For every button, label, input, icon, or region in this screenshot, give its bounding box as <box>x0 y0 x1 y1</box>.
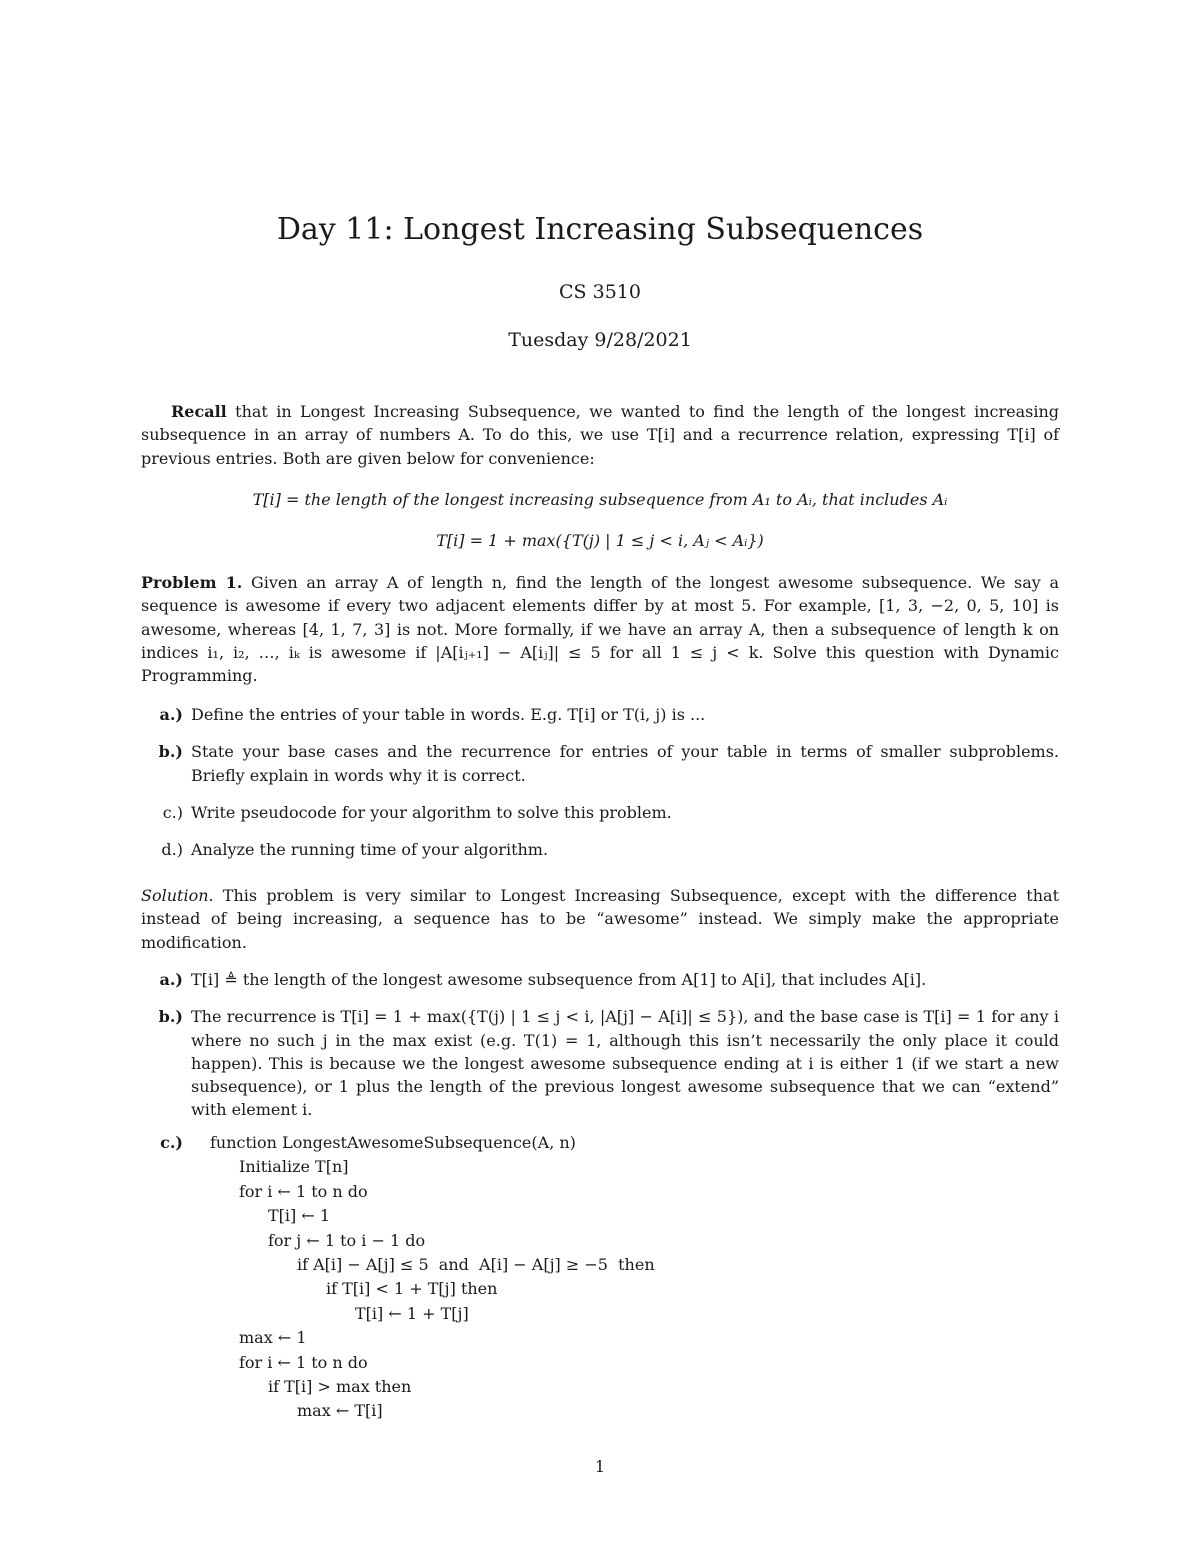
solution-lead: Solution. <box>141 886 214 905</box>
problem-part-c <box>141 801 1059 824</box>
part-label: c.) <box>162 802 183 822</box>
lecture-date: Tuesday 9/28/2021 <box>508 329 692 351</box>
code-line: for j ← 1 to i − 1 do <box>268 1230 426 1250</box>
problem-part-b <box>141 740 1059 787</box>
code-line: for i ← 1 to n do <box>239 1181 368 1201</box>
course-code: CS 3510 <box>559 281 641 303</box>
pseudocode-block <box>141 1131 1059 1424</box>
part-label: b.) <box>158 742 183 762</box>
part-label: a.) <box>159 705 183 724</box>
solution-part-a <box>141 968 1059 991</box>
page-title: Day 11: Longest Increasing Subsequences <box>276 212 924 247</box>
problem-parts-list <box>141 703 1059 875</box>
code-line: T[i] ← 1 <box>268 1206 331 1226</box>
part-label: d.) <box>161 840 183 860</box>
code-label: c.) <box>160 1133 183 1152</box>
code-line: max ← 1 <box>239 1328 307 1348</box>
definition-equation: T[i] = the length of the longest increasing subsequence from A₁ to Aᵢ, that includes Aᵢ <box>252 490 948 509</box>
solution-parts-list <box>141 968 1059 1136</box>
recall-lead: Recall <box>171 402 227 421</box>
recurrence-equation: T[i] = 1 + max({T(j) | 1 ≤ j < i, Aⱼ < Aᵢ}) <box>436 531 764 550</box>
part-text: Define the entries of your table in words. E.g. T[i] or T(i, j) is ... <box>191 705 706 724</box>
solution-text: This problem is very similar to Longest Increasing Subsequence, except with the difference that instead of being increasing, a sequence has to be “awesome” instead. We simply make the appropriate modification. <box>141 886 1059 952</box>
code-line: for i ← 1 to n do <box>239 1352 368 1372</box>
problem-lead: Problem 1. <box>141 573 243 592</box>
part-text: The recurrence is T[i] = 1 + max({T(j) | 1 ≤ j < i, |A[j] − A[i]| ≤ 5}), and the base case is T[i] = 1 for any i where no such j in the max exist (e.g. T(1) = 1, although this isn’t necessarily the only place it could happen). This is because we the longest awesome subsequence ending at i is either 1 (if we start a new subsequence), or 1 plus the length of the previous longest awesome subsequence that we can “extend” with element i. <box>191 1007 1059 1120</box>
recall-text: that in Longest Increasing Subsequence, we wanted to find the length of the longest increasing subsequence in an array of numbers A. To do this, we use T[i] and a recurrence relation, expressing T[i] of previous entries. Both are given below for convenience: <box>141 402 1059 468</box>
code-line: T[i] ← 1 + T[j] <box>355 1303 469 1323</box>
solution-part-b <box>141 1005 1059 1121</box>
part-text: Write pseudocode for your algorithm to solve this problem. <box>191 802 672 822</box>
recall-paragraph <box>141 400 1059 470</box>
code-line: Initialize T[n] <box>239 1157 349 1177</box>
part-label: a.) <box>159 970 183 989</box>
code-line: max ← T[i] <box>297 1401 383 1421</box>
part-text: T[i] ≜ the length of the longest awesome subsequence from A[1] to A[i], that includes A[i]. <box>191 970 927 989</box>
problem-part-d <box>141 838 1059 861</box>
code-line: if A[i] − A[j] ≤ 5 and A[i] − A[j] ≥ −5 then <box>297 1254 655 1274</box>
part-text: Analyze the running time of your algorithm. <box>191 840 549 860</box>
problem-text: Given an array A of length n, find the length of the longest awesome subsequence. We say a sequence is awesome if every two adjacent elements differ by at most 5. For example, [1, 3, −2, 0, 5, 10] is awesome, whereas [4, 1, 7, 3] is not. More formally, if we have an array A, then a subsequence of length k on indices i₁, i₂, …, iₖ is awesome if |A[iⱼ₊₁] − A[iⱼ]| ≤ 5 for all 1 ≤ j < k. Solve this question with Dynamic Programming. <box>141 573 1060 686</box>
part-label: b.) <box>158 1007 183 1027</box>
problem-part-a <box>141 703 1059 726</box>
code-line: function LongestAwesomeSubsequence(A, n) <box>210 1133 576 1152</box>
part-text: State your base cases and the recurrence for entries of your table in terms of smaller subproblems. Briefly explain in words why it is correct. <box>191 742 1059 785</box>
solution-paragraph <box>141 884 1059 954</box>
problem-paragraph <box>141 571 1059 687</box>
code-line: if T[i] < 1 + T[j] then <box>326 1279 498 1299</box>
page-number: 1 <box>594 1457 606 1476</box>
code-line: if T[i] > max then <box>268 1376 412 1396</box>
